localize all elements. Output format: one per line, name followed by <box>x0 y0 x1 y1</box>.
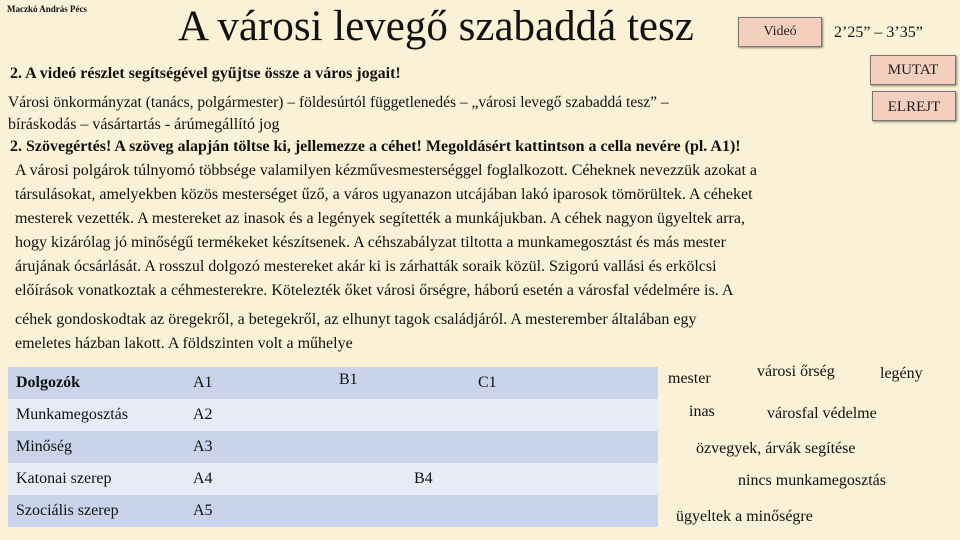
reading-text-line: A városi polgárok túlnyomó többsége valamilyen kézművesmesterséggel foglalkozott. Céheknek nevezzük azokat a <box>15 162 757 179</box>
cell-a2[interactable]: A2 <box>185 399 331 431</box>
cell-b5 <box>331 495 408 527</box>
author-label: Maczkó András Pécs <box>7 4 87 14</box>
row-label: Dolgozók <box>8 367 185 399</box>
cell-a3[interactable]: A3 <box>185 431 331 463</box>
reading-text-line: hogy kizárólag jó minőségű termékeket készítsenek. A céhszabályzat tiltotta a munkamegosztást és más mester <box>15 234 726 251</box>
row-label: Szociális szerep <box>8 495 185 527</box>
answer-word-inas[interactable]: inas <box>689 403 715 420</box>
reading-text-line: társulásokat, amelyekben közös mesterséget űző, a város ugyanazon utcájában lakó iparosok tömörültek. A céheket <box>15 186 753 203</box>
cell-a4[interactable]: A4 <box>185 463 331 495</box>
row-label: Katonai szerep <box>8 463 185 495</box>
video-time-range: 2’25” – 3’35” <box>834 24 923 41</box>
cell-c5 <box>408 495 658 527</box>
cell-b3 <box>331 431 408 463</box>
guild-table <box>8 367 658 527</box>
cell-b4-spacer <box>331 463 408 495</box>
table-row <box>8 463 658 495</box>
answer-word-varosi-orseg[interactable]: városi őrség <box>757 363 835 380</box>
reading-text-line: céhek gondoskodtak az öregekről, a betegekről, az elhunyt tagok családjáról. A mesterember általában egy <box>15 311 697 328</box>
show-answer-button[interactable]: MUTAT <box>870 55 956 85</box>
answer-word-minoseg[interactable]: ügyeltek a minőségre <box>676 508 813 525</box>
table-row <box>8 431 658 463</box>
answer-word-varosfal-vedelme[interactable]: városfal védelme <box>767 405 877 422</box>
cell-c1[interactable]: C1 <box>408 367 658 399</box>
answer-word-nincs-munkamegosztas[interactable]: nincs munkamegosztás <box>738 472 886 489</box>
hide-answer-button[interactable]: ELREJT <box>872 91 956 121</box>
reading-text-line: árujának ócsárlását. A rosszul dolgozó mestereket akár ki is zárhatták soraik közül. Szigorú vallási és erkölcsi <box>15 258 717 275</box>
table-row <box>8 399 658 431</box>
task2-prompt: 2. Szövegértés! A szöveg alapján töltse ki, jellemezze a céhet! Megoldásért kattintson a cella nevére (pl. A1)! <box>10 138 741 155</box>
table-row <box>8 495 658 527</box>
answer-word-mester[interactable]: mester <box>668 370 711 387</box>
row-label: Minőség <box>8 431 185 463</box>
task1-prompt: 2. A videó részlet segítségével gyűjtse össze a város jogait! <box>10 65 401 82</box>
answer-word-legeny[interactable]: legény <box>880 365 923 382</box>
task1-answer-line: Városi önkormányzat (tanács, polgármester) – földesúrtól függetlenedés – „városi levegő szabaddá tesz” – <box>8 94 669 111</box>
cell-a1[interactable]: A1 <box>185 367 331 399</box>
task1-answer-line: bíráskodás – vásártartás - árúmegállító jog <box>8 116 280 133</box>
table-row <box>8 367 658 399</box>
page-title: A városi levegő szabaddá tesz <box>178 3 694 50</box>
reading-text-line: mesterek vezették. A mestereket az inasok és a legények segítették a munkájukban. A céhek nagyon ügyeltek arra, <box>15 210 745 227</box>
video-button[interactable]: Videó <box>738 17 822 47</box>
reading-text-line: emeletes házban lakott. A földszinten volt a műhelye <box>15 335 353 352</box>
cell-b4[interactable]: B4 <box>408 463 658 495</box>
answer-word-ozvegyek-arvak[interactable]: özvegyek, árvák segítése <box>696 440 856 457</box>
cell-a5[interactable]: A5 <box>185 495 331 527</box>
row-label: Munkamegosztás <box>8 399 185 431</box>
cell-b1[interactable]: B1 <box>331 367 408 399</box>
cell-c2 <box>408 399 658 431</box>
reading-text-line: előírások vonatkoztak a céhmesterekre. Kötelezték őket városi őrségre, háború esetén a városfal védelmére is. A <box>15 282 734 299</box>
cell-b2 <box>331 399 408 431</box>
cell-c3 <box>408 431 658 463</box>
